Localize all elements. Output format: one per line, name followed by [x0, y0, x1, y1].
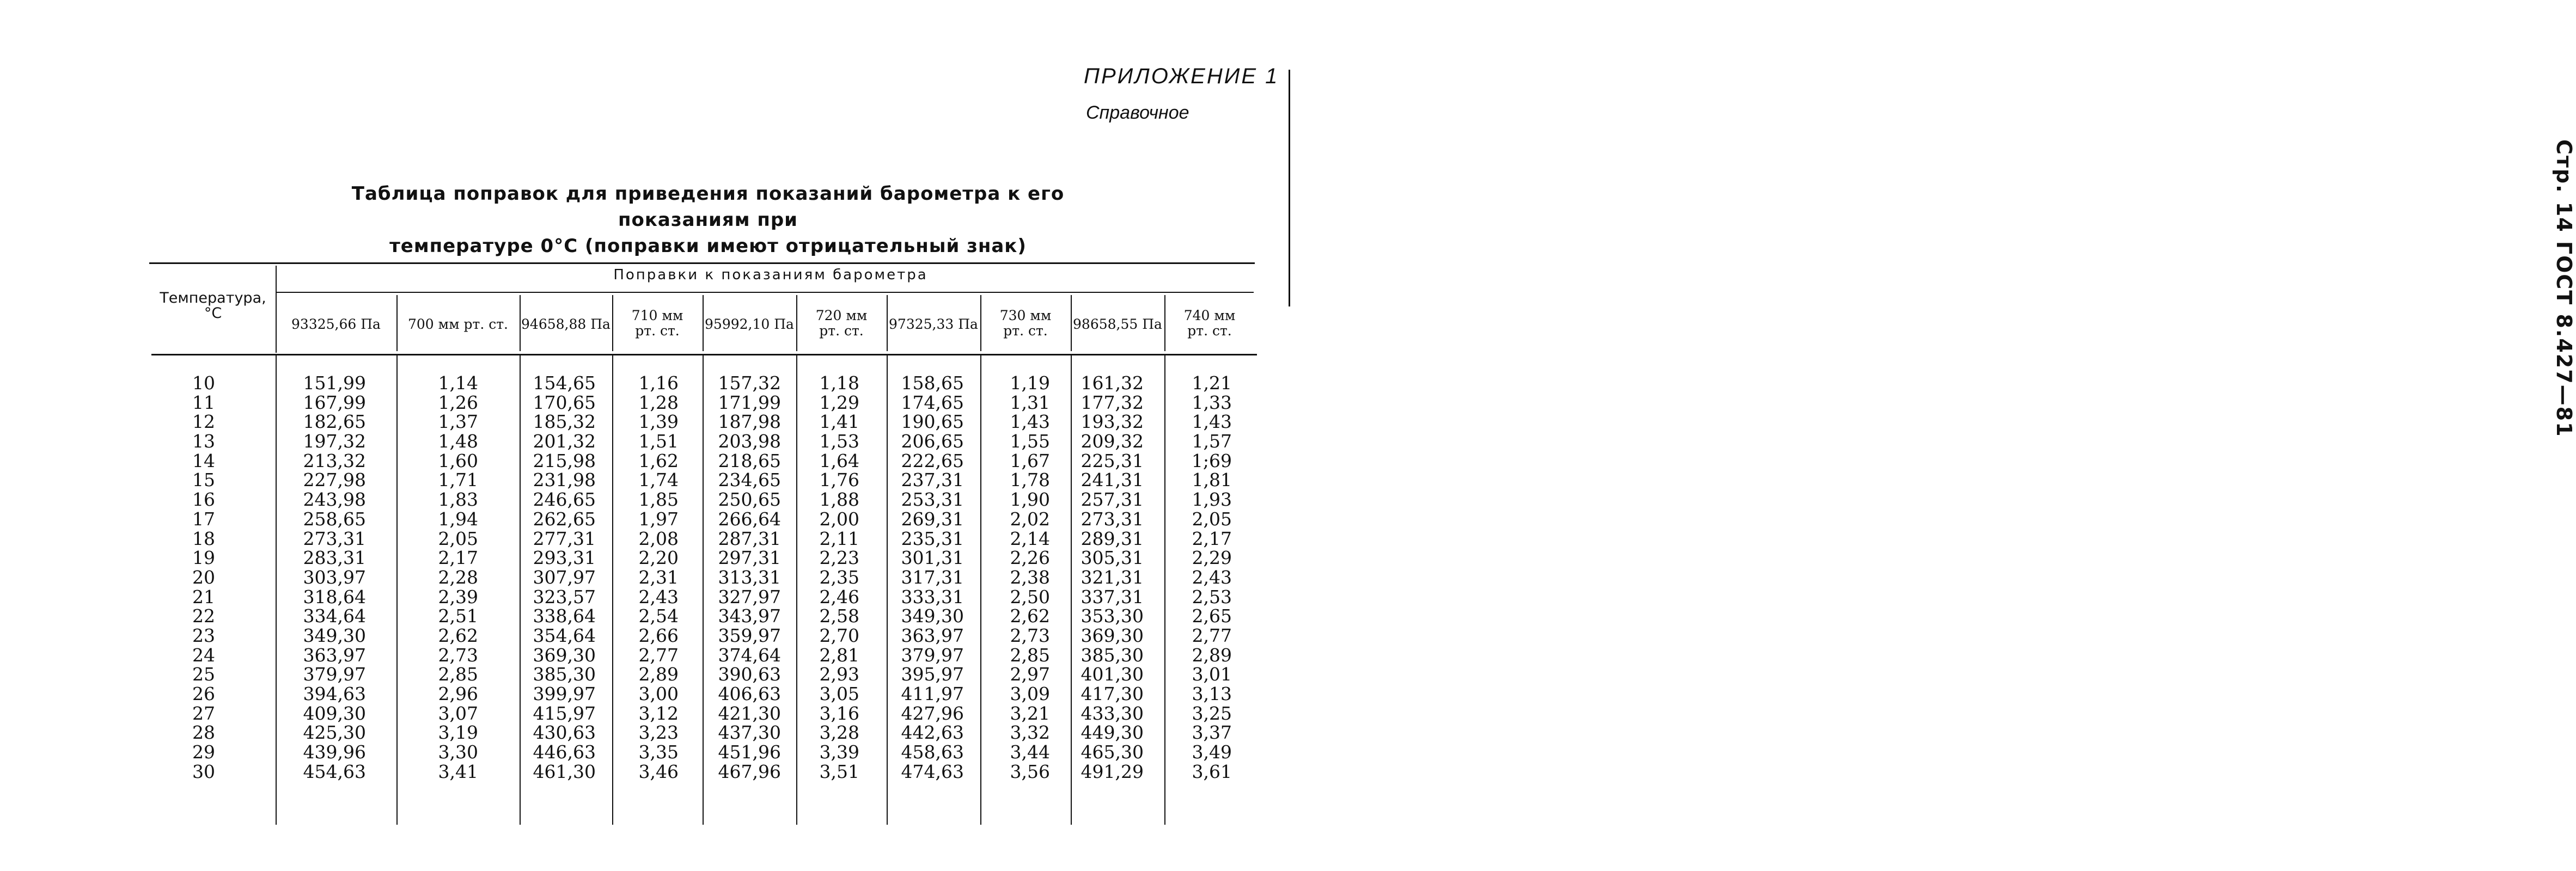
- temperature-cell: 10: [192, 372, 215, 394]
- value-cell: 3,30: [438, 741, 478, 763]
- value-cell: 177,32: [1081, 391, 1144, 413]
- value-cell: 2,46: [819, 586, 859, 608]
- value-cell: 3,32: [1010, 722, 1050, 744]
- value-cell: 353,30: [1081, 605, 1144, 627]
- temperature-column: [171, 373, 236, 781]
- column-header-line1: 95992,10 Па: [705, 316, 794, 332]
- value-cell: 2,85: [1010, 644, 1050, 666]
- value-cell: 425,30: [303, 722, 366, 744]
- temperature-cell: 23: [192, 624, 215, 646]
- value-cell: 197,32: [303, 431, 366, 452]
- column-header: [887, 317, 980, 332]
- temperature-cell: 28: [192, 722, 215, 744]
- value-cell: 385,30: [1081, 644, 1144, 666]
- column-header-line1: 710 мм: [631, 308, 683, 323]
- temperature-cell: 18: [192, 527, 215, 549]
- table-title-line2: температуре 0°С (поправки имеют отрицательный знак): [389, 235, 1027, 257]
- column-header-line1: 94658,88 Па: [521, 316, 611, 332]
- value-cell: 2,23: [819, 547, 859, 569]
- value-cell: 3,28: [819, 722, 859, 744]
- value-cell: 301,31: [901, 547, 964, 569]
- value-cell: 1,26: [438, 391, 478, 413]
- value-cell: 2,14: [1010, 527, 1050, 549]
- column-header: [980, 308, 1071, 339]
- value-cell: 369,30: [1081, 624, 1144, 646]
- value-cell: 3,51: [819, 760, 859, 782]
- value-cell: 374,64: [718, 644, 781, 666]
- value-cell: 151,99: [303, 372, 366, 394]
- value-cell: 2,05: [438, 527, 478, 549]
- column-header: [703, 317, 796, 332]
- value-cell: 1,62: [638, 450, 679, 471]
- value-cell: 3,16: [819, 702, 859, 724]
- value-cell: 2,89: [1192, 644, 1232, 666]
- value-cell: 2,39: [438, 586, 478, 608]
- value-cell: 3,44: [1010, 741, 1050, 763]
- value-cell: 379,97: [303, 664, 366, 685]
- header-bottom-rule: [151, 354, 1257, 355]
- value-cell: 2,00: [819, 508, 859, 530]
- value-cell: 1,74: [638, 469, 679, 491]
- value-cell: 185,32: [533, 411, 596, 433]
- value-cell: 2,38: [1010, 566, 1050, 588]
- value-cell: 411,97: [901, 683, 964, 704]
- value-cell: 2,73: [438, 644, 478, 666]
- value-cell: 266,64: [718, 508, 781, 530]
- value-cell: 433,30: [1081, 702, 1144, 724]
- value-cell: 1,85: [638, 489, 679, 511]
- column-header: [520, 317, 612, 332]
- value-cell: 385,30: [533, 664, 596, 685]
- value-cell: 1,60: [438, 450, 478, 471]
- value-cell: 237,31: [901, 469, 964, 491]
- value-cell: 1,83: [438, 489, 478, 511]
- value-cell: 430,63: [533, 722, 596, 744]
- value-cell: 3,21: [1010, 702, 1050, 724]
- value-cell: 2,20: [638, 547, 679, 569]
- value-cell: 3,35: [638, 741, 679, 763]
- value-cell: 409,30: [303, 702, 366, 724]
- value-cell: 449,30: [1081, 722, 1144, 744]
- value-cell: 2,29: [1192, 547, 1232, 569]
- value-cell: 1,33: [1192, 391, 1232, 413]
- value-cell: 241,31: [1081, 469, 1144, 491]
- value-cell: 231,98: [533, 469, 596, 491]
- column-header-line1: 93325,66 Па: [291, 316, 381, 332]
- temperature-cell: 29: [192, 741, 215, 763]
- column-header-line2: рт. ст.: [1003, 323, 1048, 339]
- value-cell: 2,26: [1010, 547, 1050, 569]
- value-cell: 2,43: [638, 586, 679, 608]
- value-cell: 1,53: [819, 431, 859, 452]
- table-title-line1: Таблица поправок для приведения показаний барометра к его показаниям при: [351, 183, 1065, 231]
- value-cell: 1,71: [438, 469, 478, 491]
- value-cell: 253,31: [901, 489, 964, 511]
- value-cell: 2,77: [1192, 624, 1232, 646]
- value-cell: 1,67: [1010, 450, 1050, 471]
- value-cell: 2,51: [438, 605, 478, 627]
- value-cell: 343,97: [718, 605, 781, 627]
- value-cell: 273,31: [1081, 508, 1144, 530]
- value-cell: 1,31: [1010, 391, 1050, 413]
- value-cell: 3,61: [1192, 760, 1232, 782]
- value-cell: 2,81: [819, 644, 859, 666]
- column-header: [396, 317, 520, 332]
- temperature-cell: 24: [192, 644, 215, 666]
- value-cell: 2,31: [638, 566, 679, 588]
- value-cell: 2,65: [1192, 605, 1232, 627]
- value-cell: 243,98: [303, 489, 366, 511]
- value-cell: 1;69: [1191, 450, 1232, 471]
- value-cell: 2,11: [819, 527, 859, 549]
- value-cell: 297,31: [718, 547, 781, 569]
- value-cell: 437,30: [718, 722, 781, 744]
- value-cell: 206,65: [901, 431, 964, 452]
- value-cell: 3,23: [638, 722, 679, 744]
- column-header-line1: 720 мм: [815, 308, 868, 323]
- value-cell: 305,31: [1081, 547, 1144, 569]
- value-cell: 363,97: [303, 644, 366, 666]
- value-cell: 313,31: [718, 566, 781, 588]
- value-cell: 2,93: [819, 664, 859, 685]
- value-column: [391, 373, 478, 781]
- value-cell: 193,32: [1081, 411, 1144, 433]
- value-cell: 161,32: [1081, 372, 1144, 394]
- value-cell: 225,31: [1081, 450, 1144, 471]
- value-cell: 3,13: [1192, 683, 1232, 704]
- value-cell: 2,53: [1192, 586, 1232, 608]
- value-cell: 1,16: [638, 372, 679, 394]
- value-cell: 1,57: [1192, 431, 1232, 452]
- value-cell: 3,07: [438, 702, 478, 724]
- value-cell: 1,81: [1192, 469, 1232, 491]
- value-cell: 427,96: [901, 702, 964, 724]
- value-cell: 246,65: [533, 489, 596, 511]
- value-cell: 269,31: [901, 508, 964, 530]
- value-cell: 187,98: [718, 411, 781, 433]
- value-cell: 157,32: [718, 372, 781, 394]
- value-cell: 3,37: [1192, 722, 1232, 744]
- value-column: [591, 373, 679, 781]
- value-cell: 293,31: [533, 547, 596, 569]
- value-column: [279, 373, 366, 781]
- value-cell: 1,97: [638, 508, 679, 530]
- value-cell: 379,97: [901, 644, 964, 666]
- value-cell: 442,63: [901, 722, 964, 744]
- value-cell: 2,35: [819, 566, 859, 588]
- value-cell: 1,14: [438, 372, 478, 394]
- value-cell: 467,96: [718, 760, 781, 782]
- value-cell: 158,65: [901, 372, 964, 394]
- column-header-line1: 730 мм: [999, 308, 1052, 323]
- value-cell: 1,19: [1010, 372, 1050, 394]
- value-cell: 203,98: [718, 431, 781, 452]
- value-cell: 215,98: [533, 450, 596, 471]
- temperature-cell: 25: [192, 664, 215, 685]
- value-cell: 154,65: [533, 372, 596, 394]
- value-cell: 394,63: [303, 683, 366, 704]
- value-column: [877, 373, 964, 781]
- value-cell: 3,19: [438, 722, 478, 744]
- value-cell: 406,63: [718, 683, 781, 704]
- value-cell: 2,62: [1010, 605, 1050, 627]
- value-cell: 3,39: [819, 741, 859, 763]
- value-cell: 465,30: [1081, 741, 1144, 763]
- value-column: [963, 373, 1050, 781]
- value-cell: 3,09: [1010, 683, 1050, 704]
- value-cell: 3,41: [438, 760, 478, 782]
- value-cell: 1,90: [1010, 489, 1050, 511]
- value-cell: 3,05: [819, 683, 859, 704]
- value-cell: 2,73: [1010, 624, 1050, 646]
- value-cell: 1,76: [819, 469, 859, 491]
- value-cell: 439,96: [303, 741, 366, 763]
- value-cell: 415,97: [533, 702, 596, 724]
- value-cell: 1,18: [819, 372, 859, 394]
- value-cell: 1,51: [638, 431, 679, 452]
- value-cell: 258,65: [303, 508, 366, 530]
- value-cell: 1,43: [1192, 411, 1232, 433]
- value-cell: 321,31: [1081, 566, 1144, 588]
- temperature-cell: 27: [192, 702, 215, 724]
- temperature-header-line2: °С: [204, 305, 222, 322]
- group-header-rule: [276, 292, 1254, 293]
- value-cell: 3,46: [638, 760, 679, 782]
- value-cell: 1,28: [638, 391, 679, 413]
- value-cell: 2,77: [638, 644, 679, 666]
- side-header-text: Стр. 14 ГОСТ 8.427—81: [2552, 139, 2576, 438]
- value-cell: 2,17: [438, 547, 478, 569]
- value-cell: 2,50: [1010, 586, 1050, 608]
- value-cell: 257,31: [1081, 489, 1144, 511]
- value-cell: 2,62: [438, 624, 478, 646]
- value-cell: 458,63: [901, 741, 964, 763]
- column-header: [796, 308, 887, 339]
- value-cell: 323,57: [533, 586, 596, 608]
- value-cell: 190,65: [901, 411, 964, 433]
- value-cell: 1,21: [1192, 372, 1232, 394]
- value-cell: 171,99: [718, 391, 781, 413]
- value-cell: 491,29: [1081, 760, 1144, 782]
- value-cell: 277,31: [533, 527, 596, 549]
- appendix-subtitle: Справочное: [1086, 102, 1189, 123]
- value-cell: 1,78: [1010, 469, 1050, 491]
- value-cell: 401,30: [1081, 664, 1144, 685]
- value-cell: 262,65: [533, 508, 596, 530]
- value-cell: 1,48: [438, 431, 478, 452]
- value-cell: 170,65: [533, 391, 596, 413]
- value-cell: 2,58: [819, 605, 859, 627]
- column-header-line2: рт. ст.: [1187, 323, 1232, 339]
- column-divider: [276, 355, 277, 825]
- value-cell: 213,32: [303, 450, 366, 471]
- column-header-line1: 700 мм рт. ст.: [407, 316, 508, 332]
- value-cell: 307,97: [533, 566, 596, 588]
- temperature-cell: 16: [192, 489, 215, 511]
- value-cell: 2,97: [1010, 664, 1050, 685]
- value-cell: 1,88: [819, 489, 859, 511]
- value-cell: 333,31: [901, 586, 964, 608]
- column-header: [1071, 317, 1164, 332]
- value-cell: 250,65: [718, 489, 781, 511]
- column-header-line2: рт. ст.: [635, 323, 680, 339]
- value-cell: 218,65: [718, 450, 781, 471]
- value-column: [509, 373, 596, 781]
- value-cell: 359,97: [718, 624, 781, 646]
- value-cell: 2,05: [1192, 508, 1232, 530]
- value-cell: 222,65: [901, 450, 964, 471]
- value-cell: 1,39: [638, 411, 679, 433]
- value-cell: 2,02: [1010, 508, 1050, 530]
- value-column: [694, 373, 781, 781]
- value-cell: 303,97: [303, 566, 366, 588]
- value-cell: 349,30: [901, 605, 964, 627]
- value-cell: 227,98: [303, 469, 366, 491]
- value-cell: 3,00: [638, 683, 679, 704]
- temperature-cell: 17: [192, 508, 215, 530]
- temperature-header: [145, 291, 281, 321]
- value-cell: 451,96: [718, 741, 781, 763]
- value-cell: 1,94: [438, 508, 478, 530]
- value-cell: 474,63: [901, 760, 964, 782]
- value-cell: 3,01: [1192, 664, 1232, 685]
- value-column: [1057, 373, 1144, 781]
- value-cell: 234,65: [718, 469, 781, 491]
- value-cell: 446,63: [533, 741, 596, 763]
- value-column: [772, 373, 859, 781]
- value-cell: 317,31: [901, 566, 964, 588]
- corrections-group-header: Поправки к показаниям барометра: [613, 267, 928, 283]
- column-header: [276, 317, 396, 332]
- value-cell: 2,08: [638, 527, 679, 549]
- value-cell: 235,31: [901, 527, 964, 549]
- value-cell: 289,31: [1081, 527, 1144, 549]
- value-cell: 363,97: [901, 624, 964, 646]
- column-header: [612, 308, 703, 339]
- column-header-line1: 97325,33 Па: [889, 316, 978, 332]
- value-cell: 2,66: [638, 624, 679, 646]
- temperature-cell: 30: [192, 760, 215, 782]
- temperature-cell: 13: [192, 431, 215, 452]
- column-header: [1164, 308, 1255, 339]
- value-cell: 1,55: [1010, 431, 1050, 452]
- value-cell: 2,28: [438, 566, 478, 588]
- column-header-line2: рт. ст.: [819, 323, 864, 339]
- temperature-header-line1: Температура,: [160, 290, 266, 306]
- value-cell: 399,97: [533, 683, 596, 704]
- value-cell: 3,12: [638, 702, 679, 724]
- side-header: [1275, 70, 2576, 438]
- temperature-cell: 22: [192, 605, 215, 627]
- temperature-cell: 20: [192, 566, 215, 588]
- value-cell: 349,30: [303, 624, 366, 646]
- value-cell: 1,43: [1010, 411, 1050, 433]
- value-cell: 454,63: [303, 760, 366, 782]
- value-cell: 2,70: [819, 624, 859, 646]
- value-cell: 1,41: [819, 411, 859, 433]
- value-cell: 2,43: [1192, 566, 1232, 588]
- value-cell: 354,64: [533, 624, 596, 646]
- temperature-cell: 26: [192, 683, 215, 704]
- value-cell: 3,49: [1192, 741, 1232, 763]
- value-cell: 369,30: [533, 644, 596, 666]
- value-cell: 209,32: [1081, 431, 1144, 452]
- table-top-rule: [149, 262, 1255, 264]
- value-cell: 337,31: [1081, 586, 1144, 608]
- value-cell: 1,93: [1192, 489, 1232, 511]
- temperature-cell: 15: [192, 469, 215, 491]
- value-cell: 174,65: [901, 391, 964, 413]
- appendix-title: ПРИЛОЖЕНИЕ 1: [1084, 64, 1279, 88]
- value-cell: 287,31: [718, 527, 781, 549]
- value-cell: 395,97: [901, 664, 964, 685]
- value-cell: 1,37: [438, 411, 478, 433]
- value-cell: 318,64: [303, 586, 366, 608]
- temperature-cell: 21: [192, 586, 215, 608]
- table-title: [283, 181, 1133, 259]
- value-column: [1145, 373, 1232, 781]
- value-cell: 3,25: [1192, 702, 1232, 724]
- value-cell: 338,64: [533, 605, 596, 627]
- value-cell: 2,54: [638, 605, 679, 627]
- value-cell: 1,64: [819, 450, 859, 471]
- value-cell: 417,30: [1081, 683, 1144, 704]
- temperature-cell: 11: [192, 391, 215, 413]
- value-cell: 3,56: [1010, 760, 1050, 782]
- value-cell: 167,99: [303, 391, 366, 413]
- column-header-line1: 740 мм: [1183, 308, 1236, 323]
- value-cell: 2,85: [438, 664, 478, 685]
- temperature-cell: 12: [192, 411, 215, 433]
- value-cell: 461,30: [533, 760, 596, 782]
- value-cell: 390,63: [718, 664, 781, 685]
- value-cell: 2,17: [1192, 527, 1232, 549]
- value-cell: 2,89: [638, 664, 679, 685]
- value-cell: 182,65: [303, 411, 366, 433]
- column-header-line1: 98658,55 Па: [1073, 316, 1162, 332]
- value-cell: 327,97: [718, 586, 781, 608]
- temperature-cell: 14: [192, 450, 215, 471]
- value-cell: 334,64: [303, 605, 366, 627]
- value-cell: 1,29: [819, 391, 859, 413]
- temperature-cell: 19: [192, 547, 215, 569]
- value-cell: 2,96: [438, 683, 478, 704]
- value-cell: 421,30: [718, 702, 781, 724]
- value-cell: 273,31: [303, 527, 366, 549]
- column-divider: [276, 266, 277, 353]
- value-cell: 201,32: [533, 431, 596, 452]
- value-cell: 283,31: [303, 547, 366, 569]
